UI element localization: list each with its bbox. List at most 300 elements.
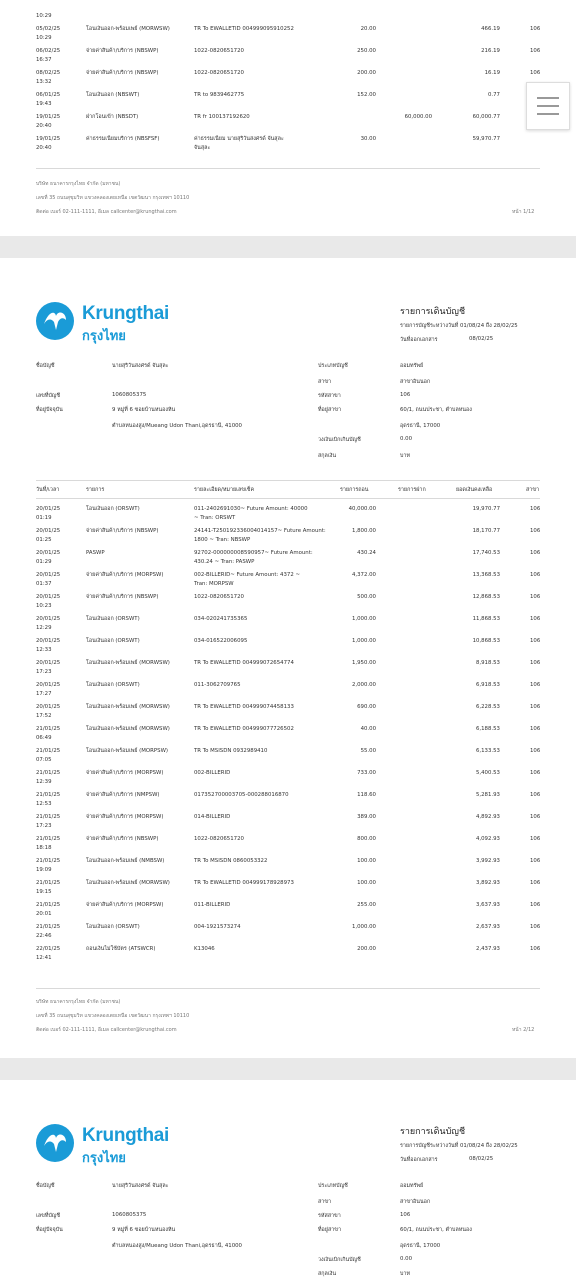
overdraft-value: 0.00 <box>400 1256 413 1262</box>
brand-name-th: กรุงไทย <box>82 1151 126 1166</box>
table-row <box>0 550 576 572</box>
tx-detail: TR fr 100137192620 <box>194 114 250 120</box>
tx-description: จ่ายค่าสินค้า/บริการ (MORPSW) <box>86 770 164 776</box>
tx-branch: 106 <box>530 792 541 798</box>
table-row <box>0 4 576 26</box>
tx-date: 20/01/25 <box>36 682 61 688</box>
tx-branch: 106 <box>530 528 541 534</box>
tx-branch: 106 <box>530 814 541 820</box>
tx-date: 19/01/25 <box>36 114 61 120</box>
overdraft-label: วงเงินเบิกเกินบัญชี <box>318 437 361 443</box>
tx-balance: 6,133.53 <box>475 748 500 754</box>
tx-description: โอนเงินออก-พร้อมเพย์ (MORWSW) <box>86 880 170 886</box>
table-row <box>0 616 576 638</box>
tx-withdraw: 4,372.00 <box>351 572 376 578</box>
address-label: ที่อยู่ปัจจุบัน <box>36 407 63 413</box>
brand-name-en: Krungthai <box>82 1125 170 1146</box>
tx-branch: 106 <box>530 26 541 32</box>
bird-logo-icon <box>36 302 74 340</box>
menu-button[interactable] <box>526 82 570 130</box>
tx-balance: 8,918.53 <box>475 660 500 666</box>
branch-name: สาขาอินนอก <box>400 379 431 385</box>
account-no-label: เลขที่บัญชี <box>36 1213 61 1219</box>
tx-description: โอนเงินออก-พร้อมเพย์ (MORWSW) <box>86 26 170 32</box>
tx-branch: 106 <box>530 858 541 864</box>
branch-address-label: ที่อยู่สาขา <box>318 407 341 413</box>
tx-branch: 106 <box>530 902 541 908</box>
tx-detail: TR To EWALLETID 004999178928973 <box>194 880 294 886</box>
branch-code: 106 <box>400 392 411 398</box>
col-branch: สาขา <box>526 487 540 493</box>
tx-detail-line2: 430.24 ~ Tran: PASWP <box>194 559 255 565</box>
tx-detail: 92702-000000008590957~ Future Amount: <box>194 550 313 556</box>
tx-branch: 106 <box>530 770 541 776</box>
tx-time: 12:29 <box>36 625 52 631</box>
tx-time: 10:29 <box>36 13 52 19</box>
tx-date: 19/01/25 <box>36 136 61 142</box>
tx-time: 01:25 <box>36 537 52 543</box>
tx-balance: 0.77 <box>487 92 500 98</box>
tx-balance: 3,992.93 <box>475 858 500 864</box>
tx-branch: 106 <box>530 726 541 732</box>
tx-description: โอนเงินออก (NBSWT) <box>86 92 140 98</box>
table-row <box>0 814 576 836</box>
tx-description: จ่ายค่าสินค้า/บริการ (NBSWP) <box>86 836 159 842</box>
tx-time: 19:15 <box>36 889 52 895</box>
branch-code-label: รหัสสาขา <box>318 1213 341 1219</box>
divider <box>36 168 540 169</box>
tx-time: 17:52 <box>36 713 52 719</box>
tx-time: 18:18 <box>36 845 52 851</box>
tx-balance: 3,892.93 <box>475 880 500 886</box>
tx-branch: 106 <box>530 506 541 512</box>
statement-period: รายการบัญชีระหว่างวันที่ 01/08/24 ถึง 28/02/25 <box>400 323 518 329</box>
table-row <box>0 528 576 550</box>
account-type-label: ประเภทบัญชี <box>318 363 348 369</box>
branch-address-line2: อุดรธานี, 17000 <box>400 423 441 429</box>
account-name: นายสุริวันสงศรด์ จันสุละ <box>112 363 169 369</box>
issued-date: 08/02/25 <box>469 1156 494 1162</box>
tx-description: จ่ายค่าสินค้า/บริการ (MORPSW) <box>86 814 164 820</box>
tx-branch: 106 <box>530 748 541 754</box>
tx-detail: TR To MSISDN 0860053322 <box>194 858 268 864</box>
tx-balance: 3,637.93 <box>475 902 500 908</box>
tx-description: โอนเงินออก (ORSWT) <box>86 638 140 644</box>
tx-time: 12:53 <box>36 801 52 807</box>
tx-detail: 002-BILLERID <box>194 770 231 776</box>
tx-withdraw: 1,000.00 <box>351 638 376 644</box>
account-name: นายสุริวันสงศรด์ จันสุละ <box>112 1183 169 1189</box>
col-balance: ยอดเงินคงเหลือ <box>456 487 493 493</box>
tx-withdraw: 200.00 <box>357 946 376 952</box>
footer-company: บริษัท ธนาคารกรุงไทย จำกัด (มหาชน) <box>36 181 121 187</box>
account-type-label: ประเภทบัญชี <box>318 1183 348 1189</box>
statement-page-3 <box>0 1080 576 1280</box>
branch-label: สาขา <box>318 379 332 385</box>
tx-date: 20/01/25 <box>36 704 61 710</box>
tx-detail: 011-2402691030~ Future Amount: 40000 <box>194 506 308 512</box>
tx-withdraw: 118.60 <box>357 792 376 798</box>
tx-date: 20/01/25 <box>36 660 61 666</box>
tx-date: 21/01/25 <box>36 726 61 732</box>
tx-withdraw: 40,000.00 <box>348 506 376 512</box>
address-line1: 9 หมู่ที่ 6 ซอยบ้านหนองหิน <box>112 407 176 413</box>
tx-detail: K13046 <box>194 946 215 952</box>
account-type: ออมทรัพย์ <box>400 1183 424 1189</box>
table-row <box>0 638 576 660</box>
table-row <box>0 26 576 48</box>
tx-balance: 5,400.53 <box>475 770 500 776</box>
col-detail: รายละเอียด/หมายเลขเช็ค <box>194 487 255 493</box>
tx-detail: 034-020241735365 <box>194 616 248 622</box>
footer-contact: ติดต่อ เบอร์ 02-111-1111, อีเมล callcenter@krungthai.com <box>36 1027 177 1033</box>
tx-date: 20/01/25 <box>36 572 61 578</box>
tx-balance: 4,892.93 <box>475 814 500 820</box>
tx-time: 19:09 <box>36 867 52 873</box>
tx-time: 01:29 <box>36 559 52 565</box>
tx-balance: 18,170.77 <box>472 528 500 534</box>
krungthai-logo <box>36 1120 186 1166</box>
tx-withdraw: 100.00 <box>357 880 376 886</box>
issued-date: 08/02/25 <box>469 336 494 342</box>
tx-balance: 2,437.93 <box>475 946 500 952</box>
address-label: ที่อยู่ปัจจุบัน <box>36 1227 63 1233</box>
footer-address: เลขที่ 35 ถนนสุขุมวิท แขวงคลองเตยเหนือ เขตวัฒนา กรุงเทพฯ 10110 <box>36 1013 190 1019</box>
page-number: หน้า 2/12 <box>512 1027 535 1033</box>
tx-detail: 034-016522006095 <box>194 638 248 644</box>
account-no-label: เลขที่บัญชี <box>36 393 61 399</box>
tx-date: 21/01/25 <box>36 858 61 864</box>
tx-balance: 13,368.53 <box>472 572 500 578</box>
tx-branch: 106 <box>530 616 541 622</box>
tx-time: 12:41 <box>36 955 52 961</box>
tx-withdraw: 389.00 <box>357 814 376 820</box>
hamburger-icon <box>537 97 559 99</box>
tx-detail: TR to 9839462775 <box>194 92 245 98</box>
tx-balance: 19,970.77 <box>472 506 500 512</box>
table-row <box>0 770 576 792</box>
tx-detail: 004-1921573274 <box>194 924 241 930</box>
tx-detail: 002-BILLERID~ Future Amount: 4372 ~ <box>194 572 301 578</box>
branch-code: 106 <box>400 1212 411 1218</box>
tx-detail: TR To EWALLETID 004999074458133 <box>194 704 294 710</box>
tx-detail: TR To MSISDN 0932989410 <box>194 748 268 754</box>
tx-detail-line2: ~ Tran: ORSWT <box>194 515 236 521</box>
tx-time: 20:01 <box>36 911 52 917</box>
tx-date: 20/01/25 <box>36 594 61 600</box>
tx-balance: 2,637.93 <box>475 924 500 930</box>
tx-branch: 106 <box>530 70 541 76</box>
statement-period: รายการบัญชีระหว่างวันที่ 01/08/24 ถึง 28/02/25 <box>400 1143 518 1149</box>
tx-branch: 106 <box>530 924 541 930</box>
table-row <box>0 594 576 616</box>
currency-value: บาท <box>400 1271 411 1277</box>
statement-title: รายการเดินบัญชี <box>400 1127 466 1137</box>
tx-detail: 011-3062709765 <box>194 682 241 688</box>
table-row <box>0 136 576 158</box>
currency-value: บาท <box>400 453 411 459</box>
tx-withdraw: 200.00 <box>357 70 376 76</box>
tx-detail: TR To EWALLETID 004999095910252 <box>194 26 294 32</box>
tx-withdraw: 1,000.00 <box>351 924 376 930</box>
table-row <box>0 114 576 136</box>
tx-withdraw: 430.24 <box>357 550 376 556</box>
branch-label: สาขา <box>318 1199 332 1205</box>
tx-time: 13:32 <box>36 79 52 85</box>
tx-branch: 106 <box>530 550 541 556</box>
tx-description: โอนเงินออก-พร้อมเพย์ (MORWSW) <box>86 660 170 666</box>
tx-branch: 106 <box>530 660 541 666</box>
tx-date: 21/01/25 <box>36 924 61 930</box>
tx-date: 08/02/25 <box>36 70 61 76</box>
tx-balance: 6,918.53 <box>475 682 500 688</box>
tx-balance: 5,281.93 <box>475 792 500 798</box>
col-date: วันที่/เวลา <box>36 487 60 493</box>
hamburger-icon-bar <box>537 105 559 107</box>
statement-page-1 <box>0 0 576 236</box>
address-line1: 9 หมู่ที่ 6 ซอยบ้านหนองหิน <box>112 1227 176 1233</box>
statement-page-2 <box>0 258 576 1058</box>
tx-date: 06/01/25 <box>36 92 61 98</box>
tx-description: จ่ายค่าสินค้า/บริการ (MORPSW) <box>86 902 164 908</box>
tx-description: จ่ายค่าสินค้า/บริการ (NBSWP) <box>86 594 159 600</box>
col-withdraw: รายการถอน <box>340 487 369 493</box>
tx-time: 17:23 <box>36 823 52 829</box>
bird-logo-icon <box>36 1124 74 1162</box>
tx-date: 21/01/25 <box>36 902 61 908</box>
tx-branch: 106 <box>530 704 541 710</box>
tx-branch: 106 <box>530 48 541 54</box>
header-bottom-line <box>36 498 540 499</box>
tx-balance: 16.19 <box>484 70 500 76</box>
tx-date: 21/01/25 <box>36 814 61 820</box>
tx-date: 21/01/25 <box>36 770 61 776</box>
brand-name-th: กรุงไทย <box>82 329 126 344</box>
overdraft-value: 0.00 <box>400 436 413 442</box>
brand-name-en: Krungthai <box>82 303 170 324</box>
table-row <box>0 946 576 968</box>
tx-branch: 106 <box>530 638 541 644</box>
tx-balance: 17,740.53 <box>472 550 500 556</box>
tx-date: 20/01/25 <box>36 616 61 622</box>
tx-time: 10:23 <box>36 603 52 609</box>
footer-company: บริษัท ธนาคารกรุงไทย จำกัด (มหาชน) <box>36 999 121 1005</box>
tx-date: 06/02/25 <box>36 48 61 54</box>
table-row <box>0 792 576 814</box>
statement-title: รายการเดินบัญชี <box>400 307 466 317</box>
tx-date: 20/01/25 <box>36 506 61 512</box>
footer-contact: ติดต่อ เบอร์ 02-111-1111, อีเมล callcenter@krungthai.com <box>36 209 177 215</box>
tx-description: จ่ายค่าสินค้า/บริการ (NBSWP) <box>86 528 159 534</box>
tx-branch: 106 <box>530 594 541 600</box>
overdraft-label: วงเงินเบิกเกินบัญชี <box>318 1257 361 1263</box>
tx-withdraw: 733.00 <box>357 770 376 776</box>
address-line2: ตำบลหนองสูง/Mueang Udon Thani,อุดรธานี, 41000 <box>112 1243 242 1249</box>
tx-description: PASWP <box>86 550 105 556</box>
tx-branch: 106 <box>530 880 541 886</box>
account-type: ออมทรัพย์ <box>400 363 424 369</box>
tx-date: 21/01/25 <box>36 792 61 798</box>
hamburger-icon-bar <box>537 113 559 115</box>
branch-code-label: รหัสสาขา <box>318 393 341 399</box>
tx-time: 06:49 <box>36 735 52 741</box>
tx-time: 16:37 <box>36 57 52 63</box>
tx-withdraw: 152.00 <box>357 92 376 98</box>
tx-balance: 216.19 <box>481 48 500 54</box>
tx-withdraw: 2,000.00 <box>351 682 376 688</box>
tx-date: 21/01/25 <box>36 880 61 886</box>
tx-time: 10:29 <box>36 35 52 41</box>
tx-description: โอนเงินออก-พร้อมเพย์ (MORWSW) <box>86 704 170 710</box>
table-row <box>0 858 576 880</box>
tx-time: 20:40 <box>36 123 52 129</box>
table-row <box>0 48 576 70</box>
tx-withdraw: 250.00 <box>357 48 376 54</box>
tx-detail: 017352700003705-000288016870 <box>194 792 289 798</box>
table-row <box>0 836 576 858</box>
footer-address: เลขที่ 35 ถนนสุขุมวิท แขวงคลองเตยเหนือ เขตวัฒนา กรุงเทพฯ 10110 <box>36 195 190 201</box>
tx-date: 20/01/25 <box>36 550 61 556</box>
tx-balance: 60,000.77 <box>472 114 500 120</box>
tx-detail: 1022-0820651720 <box>194 70 244 76</box>
tx-time: 12:39 <box>36 779 52 785</box>
header-top-line <box>36 480 540 481</box>
tx-detail-line2: 1800 ~ Tran: NBSWP <box>194 537 251 543</box>
tx-detail: 014-BILLERID <box>194 814 231 820</box>
tx-branch: 106 <box>530 836 541 842</box>
col-desc: รายการ <box>86 487 105 493</box>
tx-description: ถอนเงินไม่ใช้บัตร (ATSWCR) <box>86 946 156 952</box>
tx-time: 20:40 <box>36 145 52 151</box>
tx-description: โอนเงินออก-พร้อมเพย์ (MORWSW) <box>86 726 170 732</box>
divider <box>36 988 540 989</box>
address-line2: ตำบลหนองสูง/Mueang Udon Thani,อุดรธานี, 41000 <box>112 423 242 429</box>
tx-balance: 12,868.53 <box>472 594 500 600</box>
tx-withdraw: 500.00 <box>357 594 376 600</box>
tx-detail: 1022-0820651720 <box>194 594 244 600</box>
branch-address-line2: อุดรธานี, 17000 <box>400 1243 441 1249</box>
tx-detail-line2: Tran: MORPSW <box>194 581 234 587</box>
tx-time: 22:46 <box>36 933 52 939</box>
tx-date: 21/01/25 <box>36 836 61 842</box>
tx-detail-line2: จันสุละ <box>194 145 211 151</box>
tx-time: 19:43 <box>36 101 52 107</box>
table-row <box>0 660 576 682</box>
tx-date: 05/02/25 <box>36 26 61 32</box>
tx-withdraw: 690.00 <box>357 704 376 710</box>
account-no: 1060805375 <box>112 392 147 398</box>
branch-address-line1: 60/1, ถนนประชา, ตำบลหนอง <box>400 407 472 413</box>
branch-name: สาขาอินนอก <box>400 1199 431 1205</box>
tx-branch: 106 <box>530 682 541 688</box>
account-name-label: ชื่อบัญชี <box>36 1183 55 1189</box>
tx-detail: TR To EWALLETID 004999072654774 <box>194 660 294 666</box>
tx-deposit: 60,000.00 <box>404 114 432 120</box>
tx-balance: 4,092.93 <box>475 836 500 842</box>
tx-time: 07:05 <box>36 757 52 763</box>
table-row <box>0 682 576 704</box>
tx-time: 01:19 <box>36 515 52 521</box>
table-row <box>0 748 576 770</box>
tx-detail: 1022-0820651720 <box>194 48 244 54</box>
tx-withdraw: 100.00 <box>357 858 376 864</box>
tx-withdraw: 20.00 <box>360 26 376 32</box>
account-name-label: ชื่อบัญชี <box>36 363 55 369</box>
tx-withdraw: 55.00 <box>360 748 376 754</box>
tx-balance: 11,868.53 <box>472 616 500 622</box>
tx-description: โอนเงินออก (ORSWT) <box>86 924 140 930</box>
col-deposit: รายการฝาก <box>398 487 426 493</box>
table-row <box>0 70 576 92</box>
table-row <box>0 704 576 726</box>
tx-detail: 011-BILLERID <box>194 902 231 908</box>
tx-description: โอนเงินออก (ORSWT) <box>86 506 140 512</box>
tx-withdraw: 1,000.00 <box>351 616 376 622</box>
tx-date: 20/01/25 <box>36 528 61 534</box>
tx-branch: 106 <box>530 572 541 578</box>
tx-withdraw: 255.00 <box>357 902 376 908</box>
table-row <box>0 92 576 114</box>
krungthai-logo <box>36 298 186 344</box>
tx-withdraw: 1,950.00 <box>351 660 376 666</box>
tx-balance: 6,188.53 <box>475 726 500 732</box>
tx-balance: 466.19 <box>481 26 500 32</box>
tx-withdraw: 30.00 <box>360 136 376 142</box>
tx-balance: 59,970.77 <box>472 136 500 142</box>
branch-address-label: ที่อยู่สาขา <box>318 1227 341 1233</box>
tx-date: 21/01/25 <box>36 748 61 754</box>
table-row <box>0 880 576 902</box>
tx-detail: 1022-0820651720 <box>194 836 244 842</box>
tx-description: โอนเงินออก-พร้อมเพย์ (MORPSW) <box>86 748 169 754</box>
table-row <box>0 902 576 924</box>
tx-description: จ่ายค่าสินค้า/บริการ (NBSWP) <box>86 70 159 76</box>
issued-label: วันที่ออกเอกสาร <box>400 337 438 343</box>
tx-description: จ่ายค่าสินค้า/บริการ (NMPSW) <box>86 792 160 798</box>
tx-description: ฝากโอนเข้า (NBSDT) <box>86 114 139 120</box>
tx-balance: 6,228.53 <box>475 704 500 710</box>
branch-address-line1: 60/1, ถนนประชา, ตำบลหนอง <box>400 1227 472 1233</box>
tx-date: 20/01/25 <box>36 638 61 644</box>
tx-description: โอนเงินออก (ORSWT) <box>86 682 140 688</box>
tx-withdraw: 1,800.00 <box>351 528 376 534</box>
tx-description: ค่าธรรมเนียมบริการ (NBSFSF) <box>86 136 160 142</box>
tx-withdraw: 800.00 <box>357 836 376 842</box>
tx-detail: ค่าธรรมเนียม นายสุริวันสงศรด์ จันสุละ <box>194 136 284 142</box>
tx-description: โอนเงินออก-พร้อมเพย์ (NMBSW) <box>86 858 165 864</box>
table-row <box>0 924 576 946</box>
tx-time: 17:27 <box>36 691 52 697</box>
table-row <box>0 572 576 594</box>
currency-label: สกุลเงิน <box>318 453 337 459</box>
currency-label: สกุลเงิน <box>318 1271 337 1277</box>
table-row <box>0 506 576 528</box>
tx-detail: 24141-T250192336004014157~ Future Amount: <box>194 528 326 534</box>
tx-description: จ่ายค่าสินค้า/บริการ (NBSWP) <box>86 48 159 54</box>
tx-time: 12:33 <box>36 647 52 653</box>
table-row <box>0 726 576 748</box>
tx-time: 17:23 <box>36 669 52 675</box>
account-no: 1060805375 <box>112 1212 147 1218</box>
tx-branch: 106 <box>530 946 541 952</box>
tx-detail: TR To EWALLETID 004999077726502 <box>194 726 294 732</box>
issued-label: วันที่ออกเอกสาร <box>400 1157 438 1163</box>
tx-date: 22/01/25 <box>36 946 61 952</box>
tx-balance: 10,868.53 <box>472 638 500 644</box>
tx-description: โอนเงินออก (ORSWT) <box>86 616 140 622</box>
page-number: หน้า 1/12 <box>512 209 535 215</box>
tx-withdraw: 40.00 <box>360 726 376 732</box>
